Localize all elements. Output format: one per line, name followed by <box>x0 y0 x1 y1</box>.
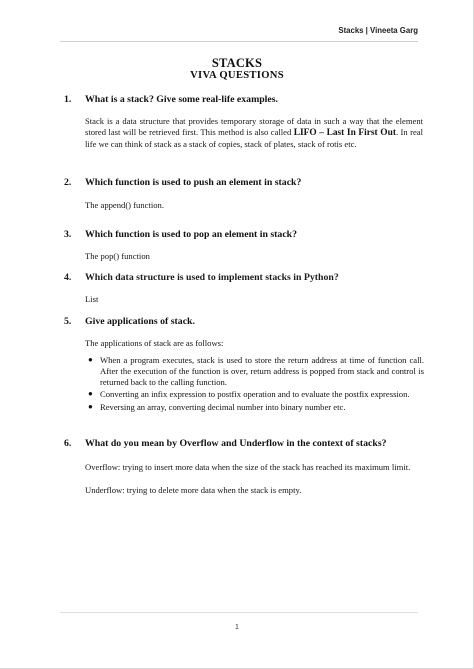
question-1 <box>64 94 424 106</box>
question-6 <box>64 438 424 450</box>
question-number: 3. <box>64 229 72 240</box>
list-item <box>85 402 424 413</box>
answer-4: List <box>85 294 99 304</box>
question-number: 4. <box>64 272 72 283</box>
question-number: 2. <box>64 177 72 188</box>
answer-text: Stack is a data structure that provides temporary storage of data in such a way that the element stored last will be retrieved first. This method is also called <box>85 116 423 137</box>
question-text: Which function is used to pop an element in stack? <box>85 229 298 240</box>
page-number: 1 <box>234 622 240 631</box>
underflow-definition: Underflow: trying to delete more data when the stack is empty. <box>85 485 302 495</box>
question-text: Which data structure is used to implement stacks in Python? <box>85 272 339 283</box>
question-4 <box>64 272 424 284</box>
bullet-icon: ● <box>88 401 93 411</box>
question-text: Which function is used to push an element in stack? <box>85 177 302 188</box>
question-number: 1. <box>64 94 72 105</box>
document-subtitle: VIVA QUESTIONS <box>190 70 284 81</box>
answer-3: The pop() function <box>85 251 150 261</box>
list-item-text: When a program executes, stack is used to store the return address at time of function call. After the execution of the function is over, return address is popped from stack and control is returned back to the calling function. <box>100 355 424 387</box>
question-text: What do you mean by Overflow and Underflow in the context of stacks? <box>85 438 387 449</box>
list-item <box>85 355 424 388</box>
question-5 <box>64 316 424 328</box>
list-item-text: Reversing an array, converting decimal number into binary number etc. <box>100 401 346 412</box>
question-text: What is a stack? Give some real-life examples. <box>85 94 279 105</box>
document-title: STACKS <box>211 56 263 70</box>
page-header: Stacks | Vineeta Garg <box>338 26 418 35</box>
question-number: 6. <box>64 438 72 449</box>
question-3 <box>64 229 424 241</box>
question-2 <box>64 177 424 189</box>
header-divider <box>60 41 418 42</box>
footer-divider <box>60 612 418 613</box>
bullet-icon: ● <box>88 389 93 399</box>
lifo-term: LIFO – Last In First Out <box>293 127 396 138</box>
answer-text-cont: . In real life we can think of stack as a stack of copies, stack of plates, stack of rotis etc. <box>85 126 423 149</box>
list-item-text: Converting an infix expression to postfix operation and to evaluate the postfix expression. <box>100 389 410 400</box>
question-number: 5. <box>64 316 72 327</box>
list-item <box>85 389 424 400</box>
answer-2: The append() function. <box>85 200 164 210</box>
applications-list <box>85 355 424 414</box>
answer-5-intro: The applications of stack are as follows: <box>85 338 224 348</box>
question-text: Give applications of stack. <box>85 316 195 327</box>
overflow-definition: Overflow: trying to insert more data when the size of the stack has reached its maximum limit. <box>85 462 411 472</box>
bullet-icon: ● <box>88 355 93 364</box>
answer-1 <box>85 116 423 150</box>
